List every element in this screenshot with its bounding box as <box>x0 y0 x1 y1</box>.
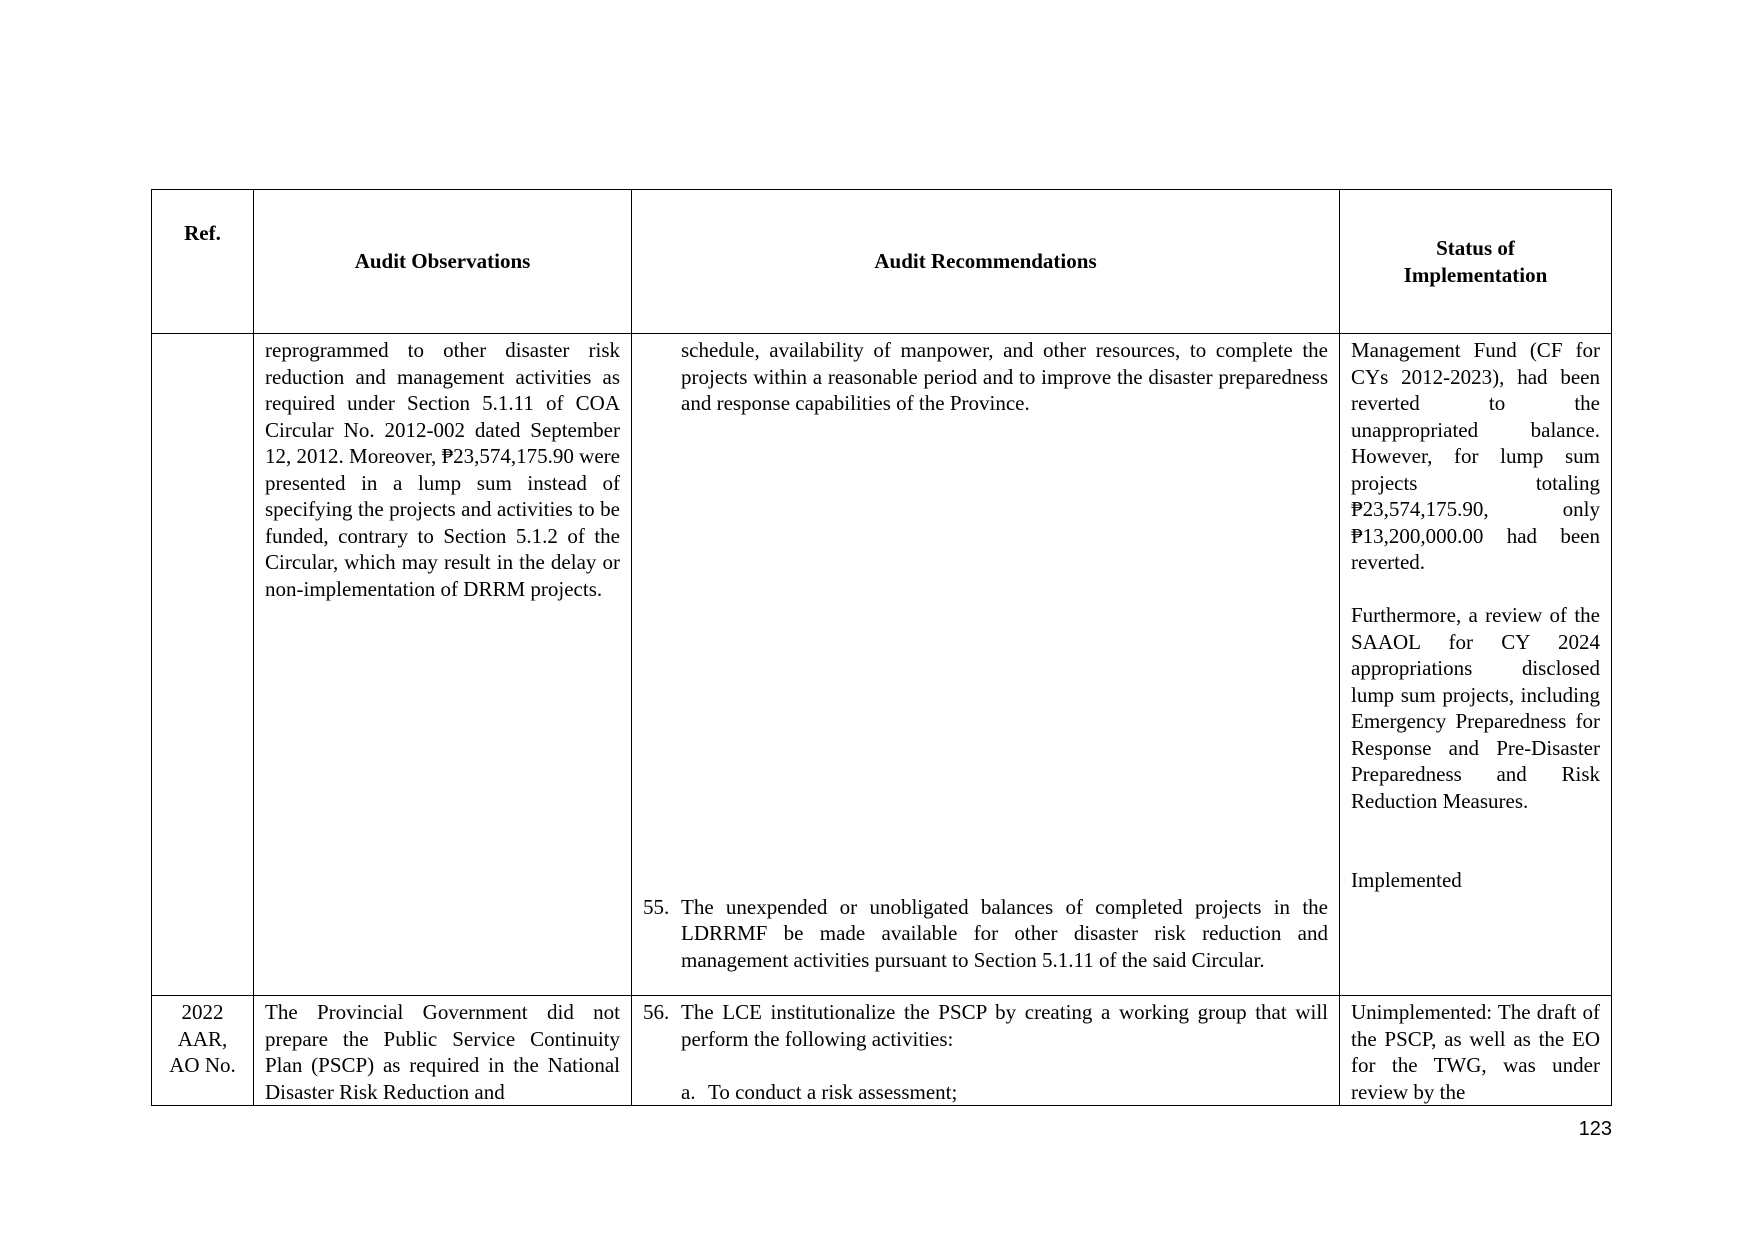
status-55: Implemented <box>1351 868 1462 892</box>
row1-ref <box>152 334 253 337</box>
row2-observation-cell <box>254 996 632 1106</box>
recommendation-continued <box>643 337 1328 417</box>
header-status-line2: Implementation <box>1403 262 1548 287</box>
row2-ref-line3: AO No. <box>169 1053 236 1077</box>
table-row <box>152 334 1612 996</box>
status-paragraph-2: Furthermore, a review of the SAAOL for CY 2024 appropriations disclosed lump sum projects, including Emergency Preparedness for Response and Pre-Disaster Preparedness and Risk Reduction Measures. <box>1351 603 1600 813</box>
header-recommendations: Audit Recommendations <box>632 190 1340 334</box>
recommendation-continued-text: schedule, availability of manpower, and other resources, to complete the projects within a reasonable period and to improve the disaster preparedness and response capabilities of the Province. <box>681 338 1328 415</box>
row2-ref-line1: 2022 <box>181 1000 224 1024</box>
header-ref: Ref. <box>152 190 254 334</box>
row1-observation: reprogrammed to other disaster risk reduction and management activities as required under Section 5.1.11 of COA Circular No. 2012-002 dated September 12, 2012. Moreover, ₱23,574,175.90 were presented in a lump sum instead of specifying the projects and activities to be funded, contrary to Section 5.1.2 of the Circular, which may result in the delay or non-implementation of DRRM projects. <box>265 338 620 601</box>
header-row <box>152 190 1612 334</box>
row1-ref-cell <box>152 334 254 996</box>
recommendation-56-text: The LCE institutionalize the PSCP by creating a working group that will perform the following activities: <box>681 1000 1328 1051</box>
status-paragraph-1: Management Fund (CF for CYs 2012-2023), had been reverted to the unappropriated balance. However, for lump sum projects totaling ₱23,574,175.90, only ₱13,200,000.00 had been reverted. <box>1351 338 1600 574</box>
recommendation-56-a-label: a. <box>681 1079 696 1104</box>
row2-status-cell <box>1340 996 1612 1106</box>
row2-recommendation-cell <box>632 996 1340 1106</box>
header-status-line1: Status of <box>1436 236 1515 260</box>
header-observations: Audit Observations <box>254 190 632 334</box>
recommendation-56 <box>643 999 1328 1052</box>
row1-observation-cell <box>254 334 632 996</box>
recommendation-56-number: 56. <box>643 1000 670 1024</box>
row1-status-cell <box>1340 334 1612 996</box>
audit-table <box>151 189 1612 1106</box>
row2-ref-cell <box>152 996 254 1106</box>
row2-ref <box>152 996 253 1079</box>
recommendation-55-text: The unexpended or unobligated balances of completed projects in the LDRRMF be made available for other disaster risk reduction and management activities pursuant to Section 5.1.11 of the said Circular. <box>681 894 1328 972</box>
row2-observation: The Provincial Government did not prepare the Public Service Continuity Plan (PSCP) as required in the National Disaster Risk Reduction and <box>265 1000 620 1104</box>
row1-recommendation-cell <box>632 334 1340 996</box>
recommendation-56-a <box>643 1079 1328 1106</box>
row2-ref-line2: AAR, <box>177 1026 228 1051</box>
recommendation-55 <box>643 894 1328 974</box>
table-row <box>152 996 1612 1106</box>
recommendation-56-a-text: To conduct a risk assessment; <box>708 1079 958 1104</box>
header-status <box>1340 190 1612 334</box>
row2-status: Unimplemented: The draft of the PSCP, as well as the EO for the TWG, was under review by the <box>1351 1000 1600 1104</box>
recommendation-55-number: 55. <box>643 894 670 919</box>
page-number: 123 <box>1578 1118 1612 1140</box>
